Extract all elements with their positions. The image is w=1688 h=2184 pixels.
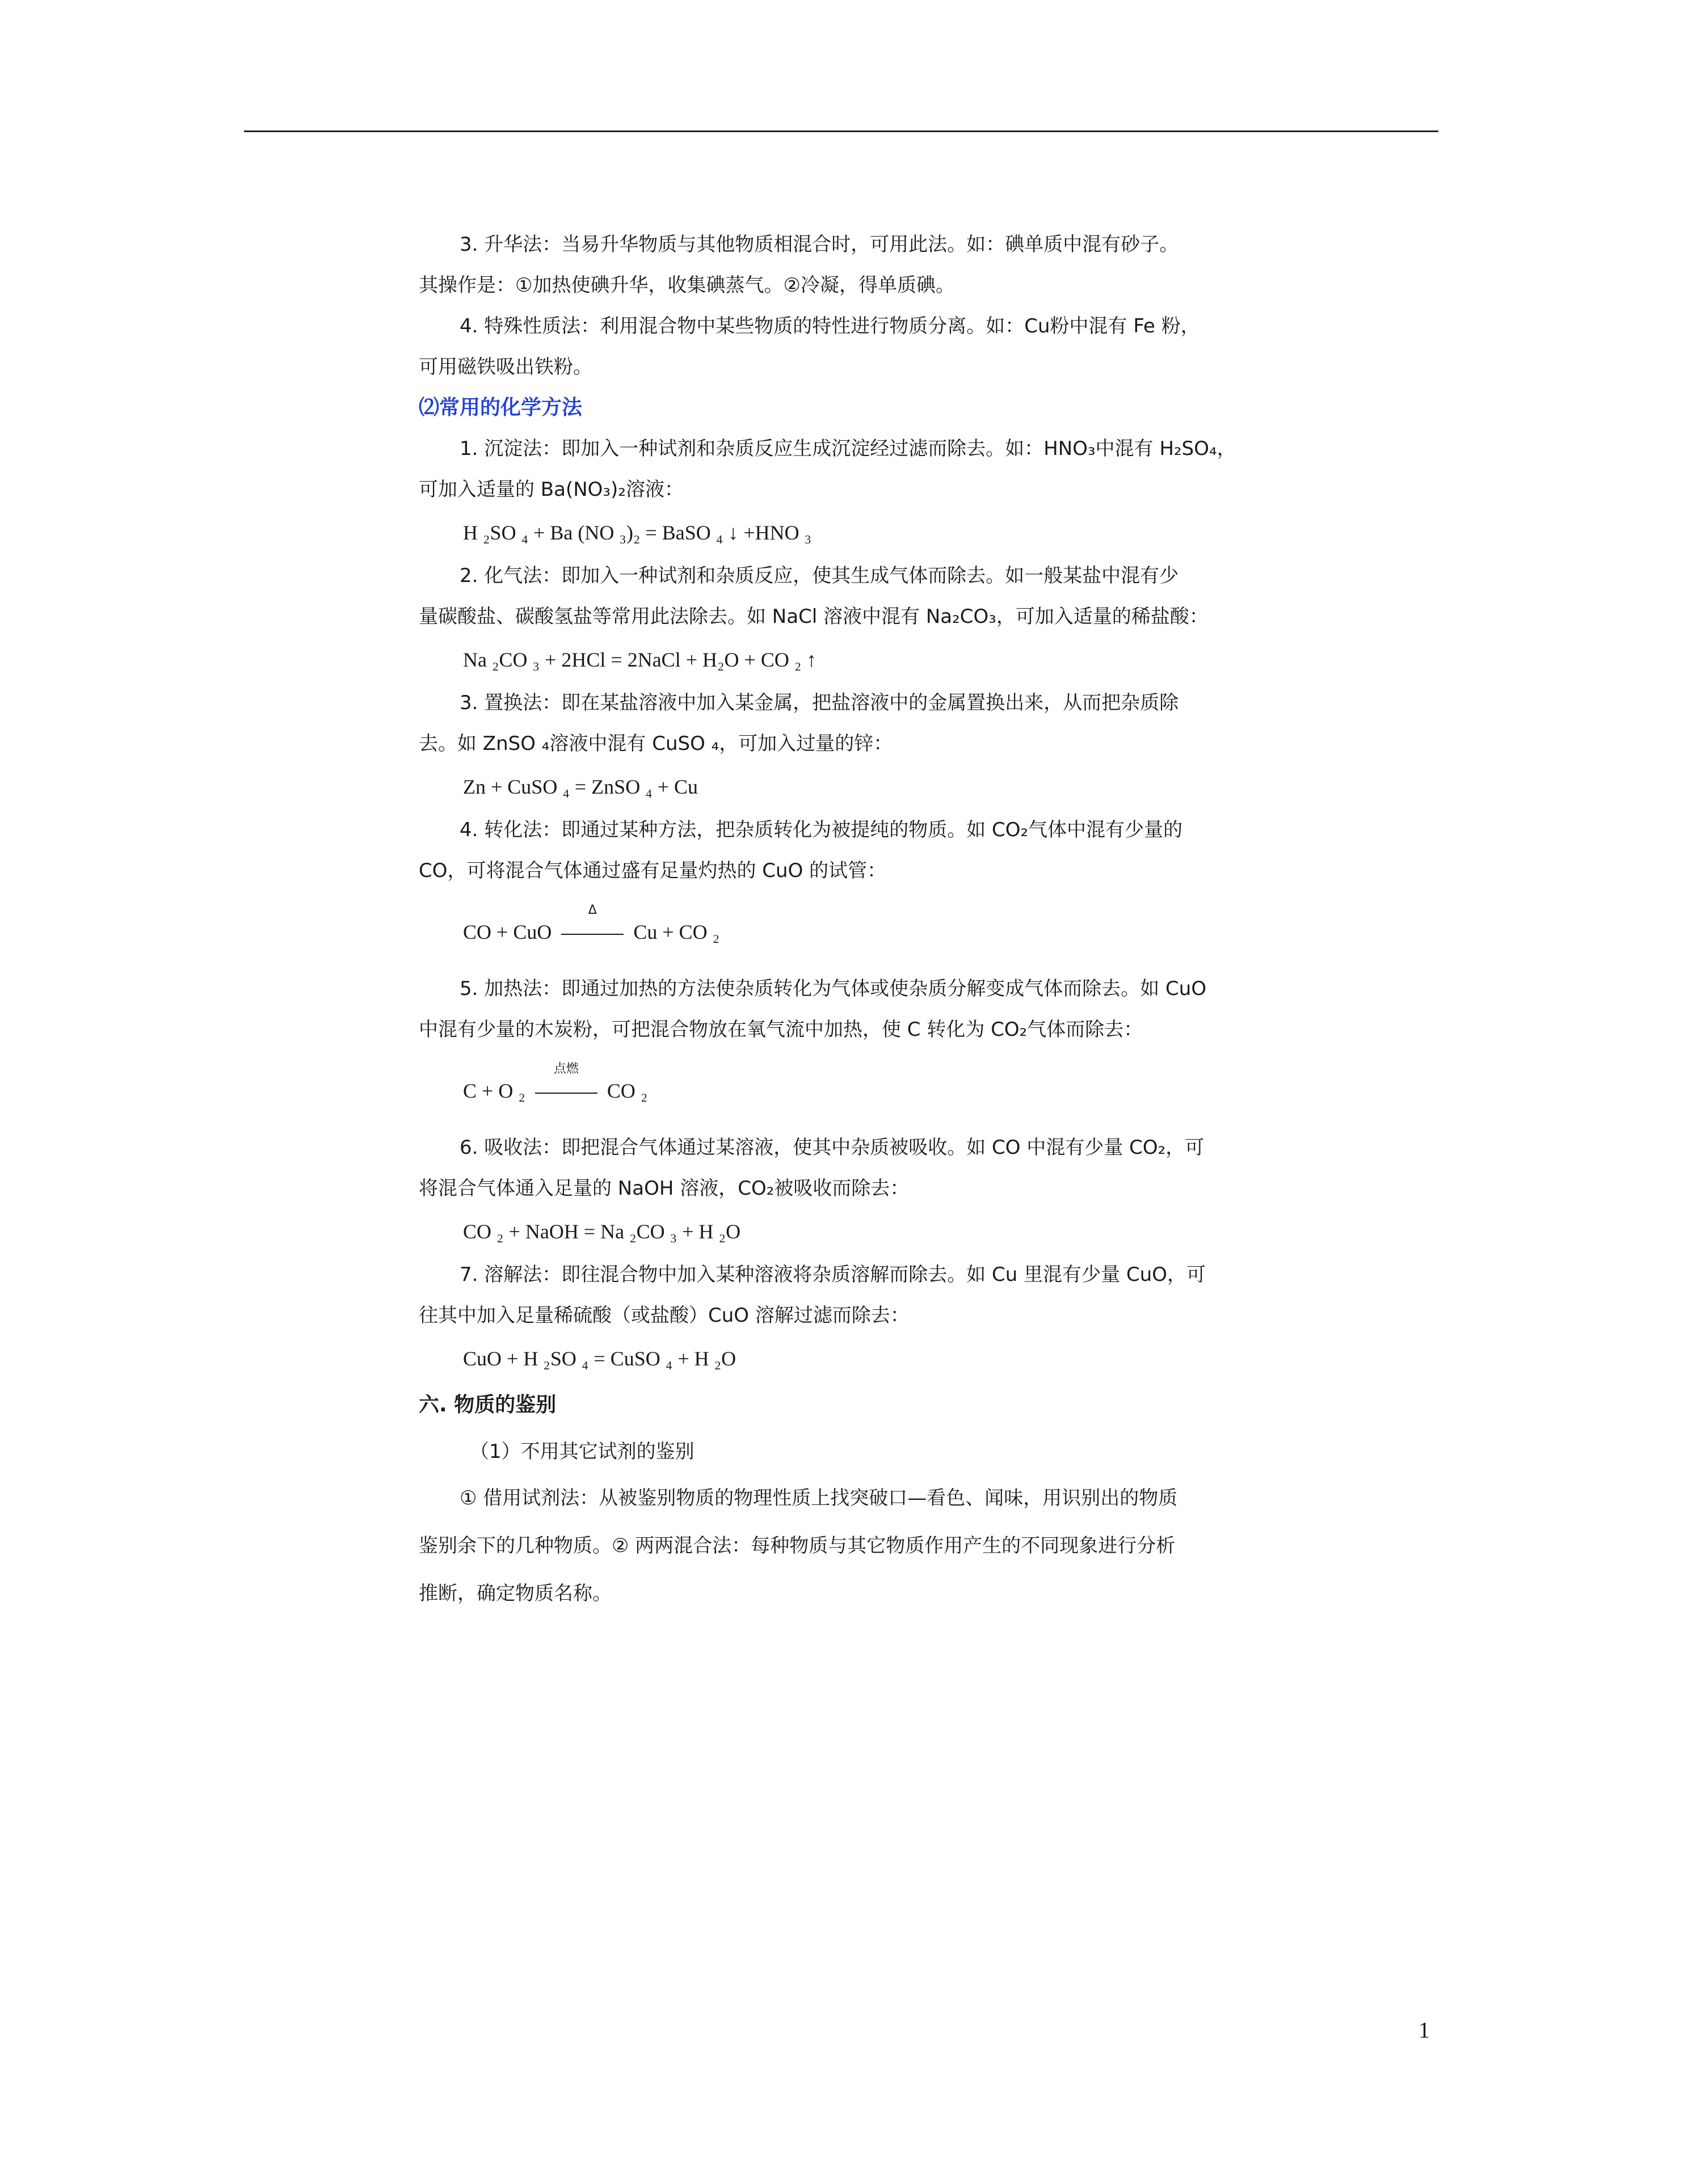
text-line: 3. 升华法：当易升华物质与其他物质相混合时，可用此法。如：碘单质中混有砂子。 <box>460 233 1179 256</box>
text-line: 可加入适量的 Ba(NO₃)₂溶液： <box>419 478 684 501</box>
equation-conversion <box>419 891 1247 968</box>
text-line: 将混合气体通入足量的 NaOH 溶液，CO₂被吸收而除去： <box>419 1177 910 1200</box>
equation-displacement: Zn + CuSO ₄ = ZnSO ₄ + Cu <box>463 775 698 798</box>
subsection-heading: （1）不用其它试剂的鉴别 <box>470 1440 694 1463</box>
text-line: 鉴别余下的几种物质。② 两两混合法：每种物质与其它物质作用产生的不同现象进行分析 <box>419 1534 1176 1557</box>
text-line: 其操作是：①加热使碘升华，收集碘蒸气。②冷凝，得单质碘。 <box>419 274 955 297</box>
reaction-condition <box>561 896 624 968</box>
equation-left: CO + CuO <box>463 921 552 943</box>
equation-dissolution: CuO + H ₂SO ₄ = CuSO ₄ + H ₂O <box>463 1347 736 1370</box>
equation-left: C + O ₂ <box>463 1080 525 1102</box>
header-rule <box>244 130 1438 132</box>
equation-right: CO ₂ <box>607 1080 648 1102</box>
condition-heat-symbol: Δ <box>588 903 597 917</box>
section-heading-chemical-methods: ⑵常用的化学方法 <box>419 396 583 419</box>
text-line: 量碳酸盐、碳酸氢盐等常用此法除去。如 NaCl 溶液中混有 Na₂CO₃，可加入适量的稀盐酸： <box>419 605 1209 628</box>
text-line: 推断，确定物质名称。 <box>419 1582 612 1605</box>
text-line: 去。如 ZnSO ₄溶液中混有 CuSO ₄，可加入过量的锌： <box>419 732 893 755</box>
text-line: 中混有少量的木炭粉，可把混合物放在氧气流中加热，使 C 转化为 CO₂气体而除去： <box>419 1018 1143 1041</box>
text-line: 可用磁铁吸出铁粉。 <box>419 356 592 378</box>
text-line: 4. 特殊性质法：利用混合物中某些物质的特性进行物质分离。如：Cu粉中混有 Fe 粉， <box>460 315 1200 338</box>
section-heading-identification: 六. 物质的鉴别 <box>419 1393 557 1416</box>
text-line: 往其中加入足量稀硫酸（或盐酸）CuO 溶解过滤而除去： <box>419 1304 910 1327</box>
equation-absorption: CO ₂ + NaOH = Na ₂CO ₃ + H ₂O <box>463 1220 741 1243</box>
text-line: 1. 沉淀法：即加入一种试剂和杂质反应生成沉淀经过滤而除去。如：HNO₃中混有 H₂SO₄， <box>460 437 1236 460</box>
text-line: 4. 转化法：即通过某种方法，把杂质转化为被提纯的物质。如 CO₂气体中混有少量的 <box>460 819 1183 841</box>
text-line: 5. 加热法：即通过加热的方法使杂质转化为气体或使杂质分解变成气体而除去。如 CuO <box>460 977 1207 1000</box>
text-line: CO，可将混合气体通过盛有足量灼热的 CuO 的试管： <box>419 859 887 882</box>
equation-right: Cu + CO ₂ <box>633 921 720 943</box>
condition-ignite-label: 点燃 <box>553 1062 579 1076</box>
text-line: 7. 溶解法：即往混合物中加入某种溶液将杂质溶解而除去。如 Cu 里混有少量 CuO，可 <box>460 1263 1206 1286</box>
text-line: 2. 化气法：即加入一种试剂和杂质反应，使其生成气体而除去。如一般某盐中混有少 <box>460 564 1179 587</box>
page-body <box>419 224 1247 1617</box>
equation-precipitation: H ₂SO ₄ + Ba (NO ₃)₂ = BaSO ₄ ↓ +HNO ₃ <box>463 521 812 544</box>
text-line: ① 借用试剂法：从被鉴别物质的物理性质上找突破口—看色、闻味，用识别出的物质 <box>460 1487 1178 1510</box>
equation-heating <box>419 1050 1247 1127</box>
reaction-condition <box>535 1055 597 1127</box>
text-line: 6. 吸收法：即把混合气体通过某溶液，使其中杂质被吸收。如 CO 中混有少量 CO₂，可 <box>460 1136 1205 1159</box>
page-number: 1 <box>1418 2017 1430 2043</box>
text-line: 3. 置换法：即在某盐溶液中加入某金属，把盐溶液中的金属置换出来，从而把杂质除 <box>460 692 1179 714</box>
equation-gas-formation: Na ₂CO ₃ + 2HCl = 2NaCl + H₂O + CO ₂ ↑ <box>463 648 817 671</box>
